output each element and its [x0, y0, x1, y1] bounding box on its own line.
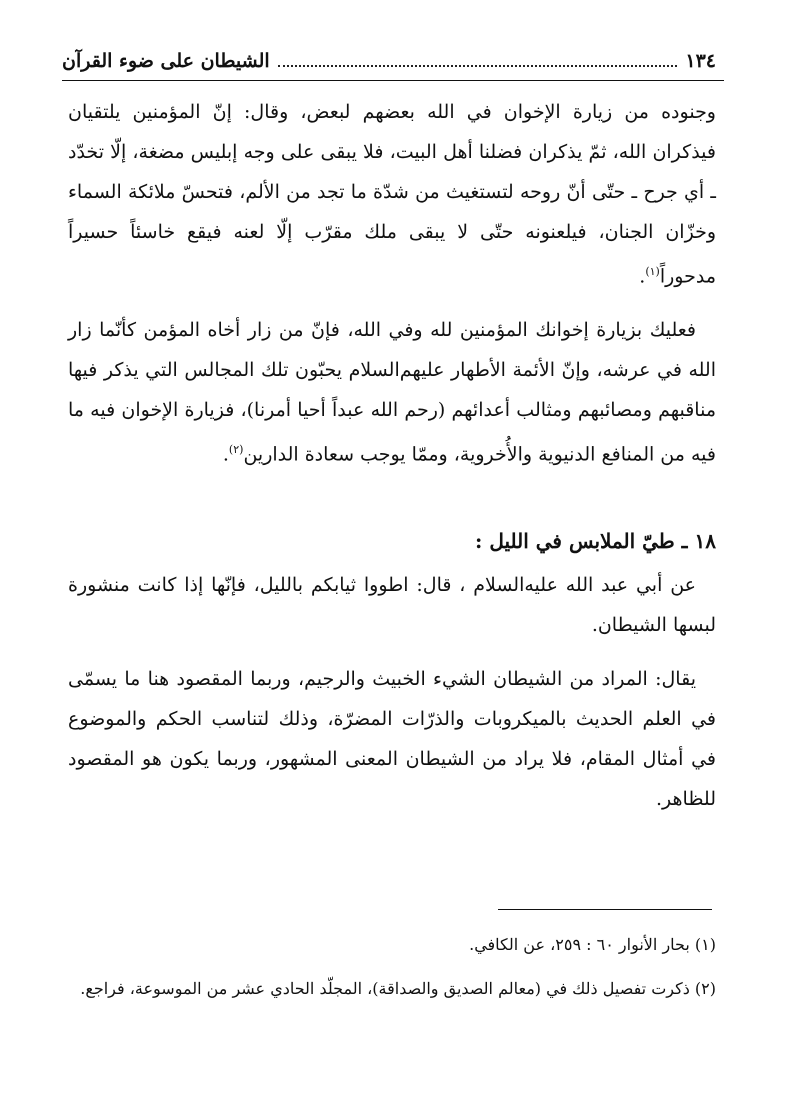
header-rule — [62, 80, 724, 81]
page-number: ١٣٤ — [685, 50, 716, 72]
section-paragraph-1: عن أبي عبد الله عليه‌السلام ، قال: اطووا ثيابكم بالليل، فإنّها إذا كانت منشورة لبسها الشيطان. — [68, 573, 716, 636]
header-dot-leader — [278, 55, 678, 67]
footnote-ref-1: (١) — [645, 265, 660, 278]
footnote-ref-2: (٢) — [228, 443, 244, 457]
page-header — [62, 46, 716, 76]
section-paragraph-2: يقال: المراد من الشيطان الشيء الخبيث والرجيم، وربما المقصود هنا ما يسمّى في العلم الحديث بالميكروبات والذرّات المضرّة، وذلك لتناسب الحكم والموضوع في أمثال المقام، فلا يراد من الشيطان المعنى المشهور، وربما يكون هو المقصود للظاهر. — [68, 667, 716, 810]
running-title: الشيطان على ضوء القرآن — [62, 50, 270, 72]
paragraph-2: فعليك بزيارة إخوانك المؤمنين لله وفي الله، فإنّ من زار أخاه المؤمن كأنّما زار الله في عرشه، وإنّ الأئمة الأطهار عليهم‌السلام يحبّون تلك المجالس التي يذكر فيها مناقبهم ومصائبهم ومثالب أعدائهم (رحم الله عبداً أحيا أمرنا)، فزيارة الإخوان فيه ما فيه من المنافع الدنيوية والأُخروية، وممّا يوجب سعادة الدارين$^{(٢)}$. — [68, 319, 716, 466]
footnote-2: (٢) ذكرت تفصيل ذلك في (معالم الصديق والصداقة)، المجلّد الحادي عشر من الموسوعة، فراجع. — [80, 979, 716, 998]
footnotes — [68, 926, 716, 1014]
section-heading: ١٨ ـ طيّ الملابس في الليل : — [475, 528, 716, 553]
main-text — [68, 92, 716, 833]
paragraph-1: وجنوده من زيارة الإخوان في الله بعضهم لبعض، وقال: إنّ المؤمنين يلتقيان فيذكران الله، ثمّ يذكران فضلنا أهل البيت، فلا يبقى على وجه إبليس مضغة، إلّا تخدّد ـ أي جرح ـ حتّى أنّ روحه لتستغيث من شدّة ما تجد من الألم، فتحسّ ملائكة السماء وخزّان الجنان، فيلعنونه حتّى لا يبقى ملك مقرّب إلّا لعنه فيقع خاسئاً حسيراً مدحوراً$^{(١)}$. — [68, 101, 716, 288]
footnote-1: (١) بحار الأنوار ٦٠ : ٢٥٩، عن الكافي. — [469, 935, 716, 954]
footnote-rule — [498, 909, 712, 910]
